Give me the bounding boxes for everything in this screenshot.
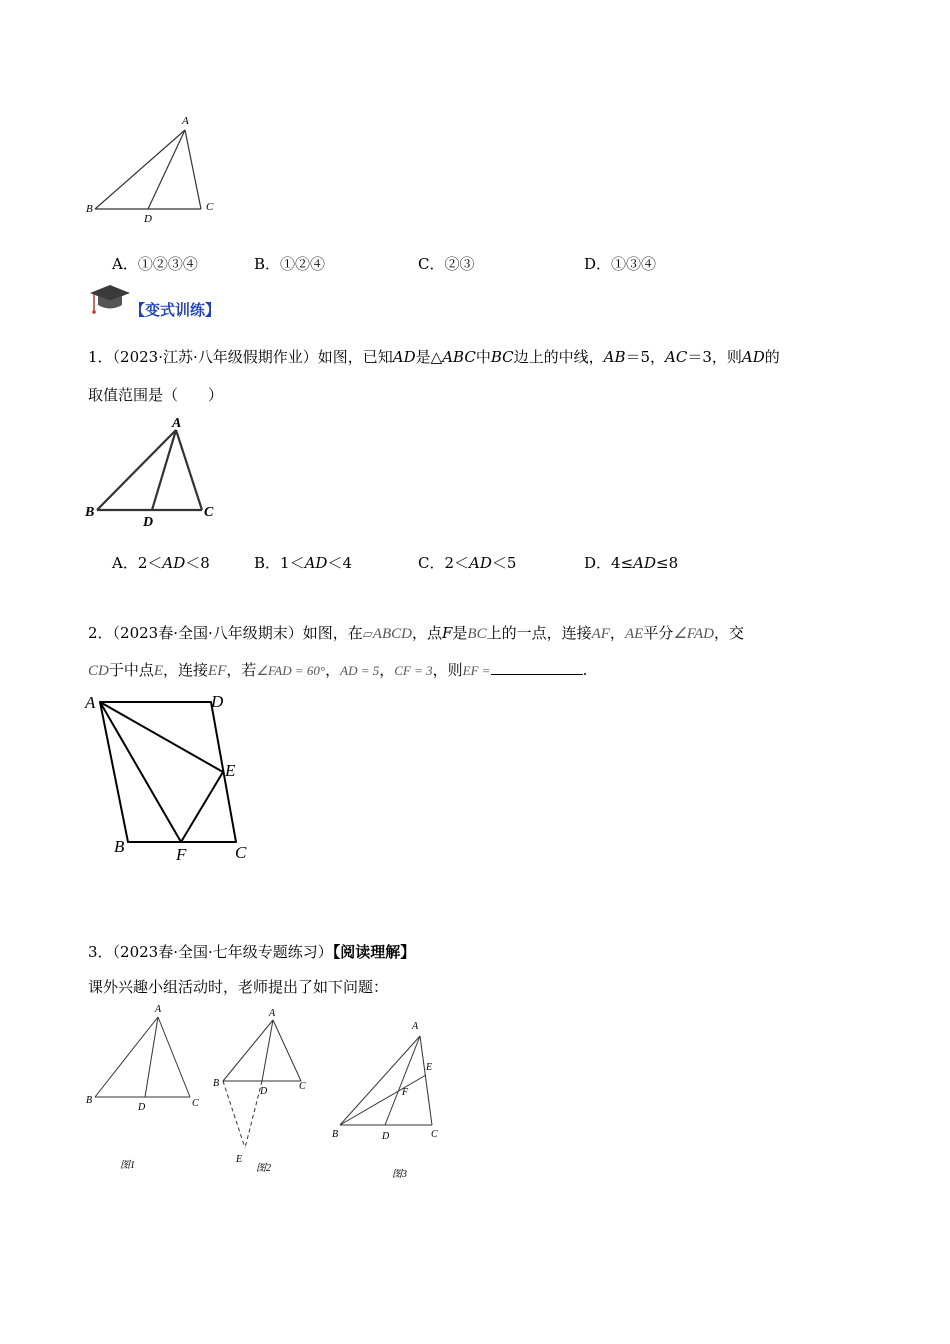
q2-var: E bbox=[153, 663, 164, 679]
label-c: C bbox=[235, 843, 247, 862]
label-d: D bbox=[382, 1131, 390, 1142]
q2-number: 2． bbox=[88, 624, 113, 642]
side-ac bbox=[185, 130, 201, 209]
q3-number: 3． bbox=[88, 943, 113, 961]
q3-tag: 【阅读理解】 bbox=[332, 943, 416, 961]
label-c: C bbox=[192, 1098, 199, 1109]
q1-text: 如图，已知 bbox=[317, 348, 393, 366]
label-b: B bbox=[86, 1095, 93, 1106]
label-e: E bbox=[236, 1154, 243, 1165]
q2-var: ABCD bbox=[372, 626, 412, 642]
label-d: D bbox=[138, 1102, 146, 1113]
opt-text: D．4≤ bbox=[584, 554, 634, 572]
side-ac bbox=[420, 1036, 432, 1125]
label-b: B bbox=[86, 203, 93, 215]
section-heading: 【变式训练】 bbox=[130, 301, 221, 319]
segment-ef bbox=[181, 772, 223, 842]
prev-option-c[interactable]: C．②③ bbox=[418, 255, 475, 273]
q2-var: EF bbox=[208, 663, 227, 679]
q1-line2: 取值范围是（ ） bbox=[88, 386, 224, 404]
opt-var: AD bbox=[304, 554, 328, 572]
label-a: A bbox=[269, 1008, 276, 1019]
segment-be bbox=[340, 1075, 426, 1125]
q2-text: 是 bbox=[452, 624, 468, 642]
q2-condition: ∠FAD = 60° bbox=[256, 663, 326, 678]
figure-caption: 图1 bbox=[120, 1160, 135, 1171]
label-d: D bbox=[143, 515, 154, 530]
q2-var: EF = bbox=[462, 663, 491, 678]
q3-source: （2023春·全国·七年级专题练习） bbox=[112, 943, 333, 961]
q1-text: ＝5， bbox=[625, 348, 666, 366]
prev-option-a[interactable]: A．①②③④ bbox=[112, 255, 198, 273]
side-ab bbox=[223, 1020, 273, 1081]
label-d: D bbox=[211, 692, 224, 711]
label-f: F bbox=[176, 845, 187, 864]
answer-blank[interactable] bbox=[491, 660, 583, 675]
label-b: B bbox=[213, 1078, 220, 1089]
q1-text: 是△ bbox=[415, 348, 443, 366]
label-e: E bbox=[426, 1062, 433, 1073]
figure-caption: 图3 bbox=[392, 1169, 407, 1180]
median-ad bbox=[145, 1017, 158, 1097]
side-ab bbox=[340, 1036, 420, 1125]
median-ad bbox=[262, 1020, 273, 1081]
opt-text: A．2＜ bbox=[112, 554, 163, 572]
q1-triangle-figure bbox=[80, 412, 230, 530]
label-a: A bbox=[412, 1021, 419, 1032]
q1-var: AB bbox=[603, 348, 626, 366]
q1-text: 边上的中线， bbox=[513, 348, 604, 366]
label-d: D bbox=[144, 213, 152, 225]
q2-var: AE bbox=[624, 626, 644, 642]
median-ad bbox=[385, 1036, 420, 1125]
q2-text: 上的一点，连接 bbox=[486, 624, 592, 642]
segment-af bbox=[100, 702, 181, 842]
q2-text: ，则 bbox=[432, 661, 463, 679]
q2-text: 如图，在 bbox=[302, 624, 363, 642]
q2-text: ，连接 bbox=[163, 661, 209, 679]
q1-option-b[interactable] bbox=[254, 553, 352, 573]
side-ac bbox=[176, 430, 202, 510]
label-a: A bbox=[172, 416, 182, 431]
prev-triangle-figure bbox=[80, 110, 220, 225]
q3-figure-3 bbox=[325, 1015, 455, 1185]
opt-var: AD bbox=[633, 554, 656, 572]
q2-text: ，交 bbox=[713, 624, 744, 642]
label-c: C bbox=[204, 505, 214, 520]
q1-var: ABC bbox=[442, 348, 476, 366]
label-d: D bbox=[260, 1086, 268, 1097]
label-b: B bbox=[85, 505, 95, 520]
prev-option-b[interactable]: B．①②④ bbox=[254, 255, 326, 273]
q2-text: ， bbox=[609, 624, 625, 642]
q3-figure-2 bbox=[205, 1000, 325, 1180]
segment-ae bbox=[100, 702, 223, 772]
q1-text: 中 bbox=[475, 348, 491, 366]
q1-var: AD bbox=[392, 348, 416, 366]
opt-text: B．1＜ bbox=[254, 554, 305, 572]
opt-text: ≤8 bbox=[656, 554, 679, 572]
q2-condition: AD = 5 bbox=[340, 663, 380, 678]
q2-source: （2023春·全国·八年级期末） bbox=[112, 624, 303, 642]
label-a: A bbox=[182, 115, 189, 127]
opt-text: ＜8 bbox=[185, 554, 210, 572]
label-c: C bbox=[299, 1081, 306, 1092]
q1-text: ＝3，则 bbox=[687, 348, 742, 366]
label-f: F bbox=[402, 1087, 409, 1098]
label-c: C bbox=[206, 201, 214, 213]
prev-option-d[interactable]: D．①③④ bbox=[584, 255, 657, 273]
median-ad bbox=[148, 130, 185, 209]
q2-condition: CF = 3 bbox=[394, 663, 433, 678]
opt-var: AD bbox=[162, 554, 186, 572]
q1-var: BC bbox=[490, 348, 514, 366]
q1-var: AD bbox=[741, 348, 765, 366]
opt-text: C．2＜ bbox=[418, 554, 470, 572]
q2-var: AF bbox=[591, 626, 610, 642]
q1-source: （2023·江苏·八年级假期作业） bbox=[112, 348, 318, 366]
side-ac bbox=[158, 1017, 190, 1097]
q1-text: 的 bbox=[764, 348, 780, 366]
label-b: B bbox=[114, 837, 125, 856]
q1-var: AC bbox=[665, 348, 688, 366]
q2-text: ，点 bbox=[411, 624, 442, 642]
q2-text: 平分 bbox=[643, 624, 674, 642]
side-ab bbox=[95, 1017, 158, 1097]
q1-option-c[interactable] bbox=[418, 553, 516, 573]
label-c: C bbox=[431, 1129, 438, 1140]
q3-figure-1 bbox=[80, 1000, 210, 1180]
q3-line2: 课外兴趣小组活动时，老师提出了如下问题： bbox=[88, 978, 389, 996]
q2-var: ∠FAD bbox=[673, 626, 714, 642]
q2-sep: ， bbox=[325, 661, 341, 679]
q2-line2 bbox=[88, 660, 587, 681]
q2-text: ，若 bbox=[226, 661, 257, 679]
parallelogram-icon: ▱ bbox=[362, 626, 373, 641]
q2-line1 bbox=[88, 623, 744, 644]
q2-sep: ， bbox=[379, 661, 395, 679]
opt-text: ＜5 bbox=[491, 554, 517, 572]
label-e: E bbox=[225, 761, 236, 780]
q2-text: . bbox=[582, 661, 588, 679]
q1-line1 bbox=[88, 347, 780, 367]
q2-var: CD bbox=[88, 663, 109, 679]
q1-number: 1． bbox=[88, 348, 113, 366]
q3-line1 bbox=[88, 942, 415, 962]
opt-text: ＜4 bbox=[327, 554, 352, 572]
q1-option-d[interactable] bbox=[584, 553, 678, 573]
figure-caption: 图2 bbox=[256, 1163, 271, 1174]
side-ab bbox=[95, 130, 185, 209]
dashed-be bbox=[223, 1081, 245, 1148]
q2-parallelogram-figure bbox=[80, 688, 260, 868]
q1-option-a[interactable] bbox=[112, 553, 210, 573]
label-b: B bbox=[332, 1129, 339, 1140]
q2-text: 于中点 bbox=[108, 661, 154, 679]
graduation-cap-icon bbox=[88, 283, 132, 315]
label-a: A bbox=[85, 693, 96, 712]
q2-var: F bbox=[441, 624, 453, 642]
side-ac bbox=[273, 1020, 301, 1081]
label-a: A bbox=[155, 1004, 162, 1015]
q2-var: BC bbox=[467, 626, 487, 642]
opt-var: AD bbox=[469, 554, 492, 572]
